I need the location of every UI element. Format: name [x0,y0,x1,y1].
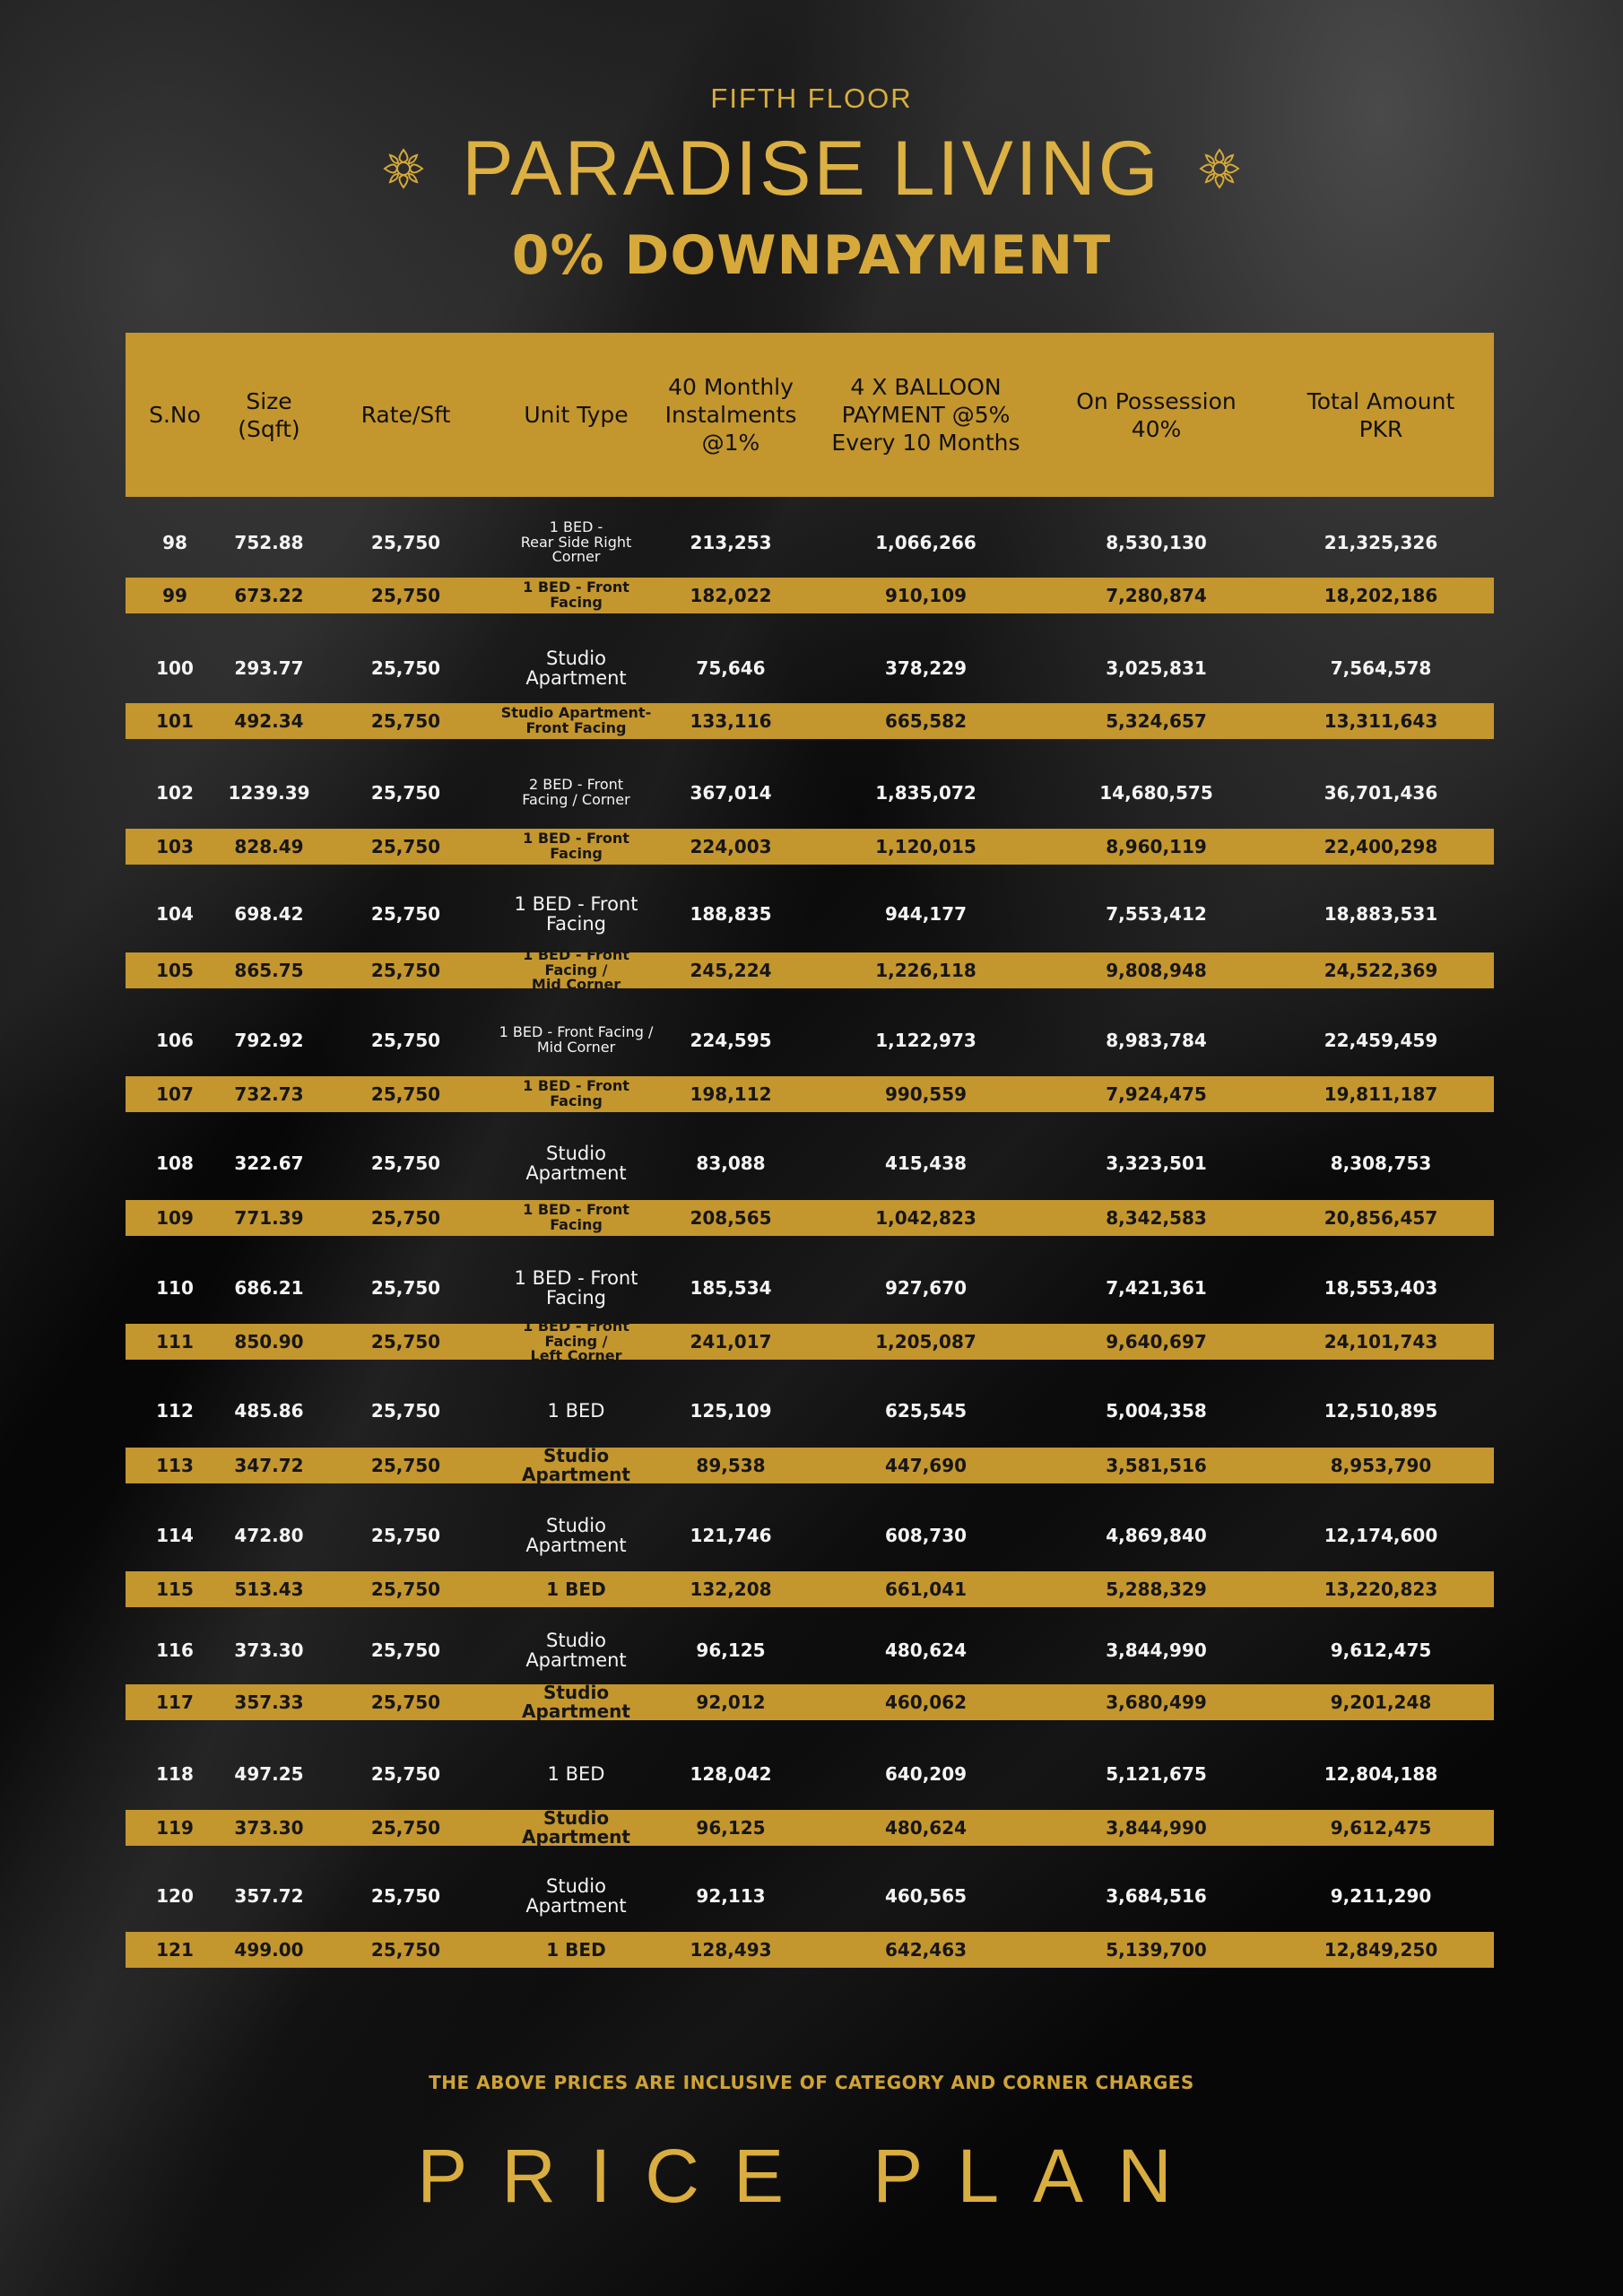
cell-sno: 105 [156,959,194,981]
table-header [126,333,1494,497]
cell-possession: 4,869,840 [1106,1524,1207,1546]
table-row [126,829,1494,865]
table-row [126,1317,1494,1365]
cell-monthly: 188,835 [690,902,772,925]
cell-unit-type: Studio Apartment [525,1142,627,1184]
cell-total: 13,311,643 [1324,709,1438,732]
cell-size: 373.30 [234,1639,304,1661]
cell-total: 12,510,895 [1324,1399,1438,1422]
cell-balloon: 460,565 [884,1884,968,1907]
cell-possession: 8,983,784 [1106,1029,1207,1051]
cell-total: 18,553,403 [1324,1276,1438,1299]
table-row [126,1571,1494,1607]
cell-unit-type: 1 BED - Front Facing / Left Corner [523,1317,629,1365]
cell-monthly: 133,116 [690,709,772,732]
cell-size: 357.72 [234,1884,304,1907]
cell-monthly: 128,042 [690,1762,772,1785]
cell-unit-type: Studio Apartment [525,1874,627,1917]
cell-balloon: 625,545 [884,1399,968,1422]
cell-rate: 25,750 [370,1330,441,1352]
cell-sno: 121 [156,1938,194,1961]
cell-size: 497.25 [234,1762,304,1785]
table-row [126,511,1494,574]
cell-possession: 5,004,358 [1106,1399,1207,1422]
col-header-monthly: 40 Monthly Instalments @1% [664,374,797,456]
table-row [126,1139,1494,1187]
cell-unit-type: 1 BED - Front Facing [523,1077,629,1109]
cell-unit-type: 1 BED [547,1399,605,1422]
cell-total: 7,564,578 [1330,657,1432,679]
cell-unit-type: 1 BED - Front Facing / Mid Corner [499,1023,654,1056]
cell-sno: 102 [156,781,194,804]
cell-unit-type: Studio Apartment [525,1629,627,1671]
cell-balloon: 415,438 [884,1152,968,1174]
cell-sno: 98 [162,531,187,553]
cell-balloon: 1,120,015 [875,835,976,857]
cell-size: 357.33 [234,1691,304,1713]
cell-balloon: 640,209 [884,1762,968,1785]
cell-rate: 25,750 [370,1639,441,1661]
cell-balloon: 1,042,823 [875,1206,976,1229]
cell-balloon: 447,690 [884,1454,968,1476]
cell-total: 12,849,250 [1324,1938,1438,1961]
cell-balloon: 910,109 [884,584,968,606]
cell-monthly: 132,208 [690,1578,772,1600]
cell-total: 9,211,290 [1330,1884,1432,1907]
cell-monthly: 92,113 [696,1884,766,1907]
cell-monthly: 241,017 [690,1330,772,1352]
cell-possession: 7,280,874 [1106,584,1207,606]
cell-rate: 25,750 [370,1884,441,1907]
cell-unit-type: Studio Apartment [522,1445,630,1485]
cell-rate: 25,750 [370,1691,441,1713]
cell-possession: 8,960,119 [1106,835,1207,857]
col-header-unit-type: Unit Type [524,402,629,428]
right-ornament-icon [1197,146,1242,191]
cell-sno: 106 [156,1029,194,1051]
cell-sno: 114 [156,1524,194,1546]
table-row [126,1445,1494,1485]
cell-monthly: 224,003 [690,835,772,857]
cell-size: 485.86 [234,1399,304,1422]
table-row [126,1387,1494,1435]
table-row [126,1076,1494,1112]
cell-size: 828.49 [234,835,304,857]
cell-possession: 3,323,501 [1106,1152,1207,1174]
cell-balloon: 1,066,266 [875,531,976,553]
cell-size: 322.67 [234,1152,304,1174]
cell-rate: 25,750 [370,959,441,981]
table-row [126,1015,1494,1065]
cell-balloon: 480,624 [884,1639,968,1661]
cell-monthly: 121,746 [690,1524,772,1546]
cell-rate: 25,750 [370,1206,441,1229]
cell-monthly: 83,088 [696,1152,766,1174]
cell-monthly: 75,646 [696,657,766,679]
brand-header [0,124,1623,213]
table-row [126,1684,1494,1720]
cell-possession: 9,640,697 [1106,1330,1207,1352]
cell-total: 22,400,298 [1324,835,1438,857]
cell-size: 865.75 [234,959,304,981]
cell-rate: 25,750 [370,1816,441,1839]
cell-rate: 25,750 [370,902,441,925]
cell-rate: 25,750 [370,1938,441,1961]
cell-unit-type: Studio Apartment- Front Facing [500,704,652,736]
cell-sno: 113 [156,1454,194,1476]
price-plan-title: PRICE PLAN [417,2134,1206,2218]
table-row [126,768,1494,818]
cell-total: 9,612,475 [1330,1639,1432,1661]
cell-balloon: 642,463 [884,1938,968,1961]
cell-unit-type: 1 BED - Front Facing [514,1266,638,1309]
table-row [126,578,1494,613]
col-header-sno: S.No [149,402,201,428]
table-row [126,1874,1494,1917]
cell-possession: 5,139,700 [1106,1938,1207,1961]
cell-unit-type: Studio Apartment [525,1514,627,1556]
cell-sno: 101 [156,709,194,732]
cell-monthly: 96,125 [696,1816,766,1839]
cell-size: 373.30 [234,1816,304,1839]
cell-possession: 3,680,499 [1106,1691,1207,1713]
cell-monthly: 92,012 [696,1691,766,1713]
table-row [126,1932,1494,1968]
cell-balloon: 1,226,118 [875,959,976,981]
cell-rate: 25,750 [370,1152,441,1174]
cell-total: 8,953,790 [1330,1454,1432,1476]
cell-rate: 25,750 [370,835,441,857]
cell-rate: 25,750 [370,531,441,553]
cell-total: 12,804,188 [1324,1762,1438,1785]
cell-total: 22,459,459 [1324,1029,1438,1051]
cell-sno: 109 [156,1206,194,1229]
pricing-note: THE ABOVE PRICES ARE INCLUSIVE OF CATEGORY AND CORNER CHARGES [429,2072,1194,2093]
cell-sno: 111 [156,1330,194,1352]
cell-total: 8,308,753 [1330,1152,1432,1174]
cell-unit-type: 1 BED - Rear Side Right Corner [520,517,632,566]
cell-sno: 107 [156,1083,194,1105]
cell-rate: 25,750 [370,1029,441,1051]
cell-total: 18,202,186 [1324,584,1438,606]
cell-monthly: 89,538 [696,1454,766,1476]
cell-total: 19,811,187 [1324,1083,1438,1105]
cell-possession: 5,121,675 [1106,1762,1207,1785]
cell-unit-type: 1 BED - Front Facing [523,830,629,862]
cell-unit-type: 1 BED [546,1578,606,1600]
cell-balloon: 927,670 [884,1276,968,1299]
cell-rate: 25,750 [370,1454,441,1476]
table-row [126,1807,1494,1848]
col-header-rate: Rate/Sft [360,402,451,428]
cell-sno: 115 [156,1578,194,1600]
cell-possession: 7,924,475 [1106,1083,1207,1105]
cell-rate: 25,750 [370,709,441,732]
cell-monthly: 224,595 [690,1029,772,1051]
cell-size: 673.22 [234,584,304,606]
cell-unit-type: 2 BED - Front Facing / Corner [522,776,630,808]
cell-balloon: 1,205,087 [875,1330,976,1352]
cell-possession: 7,553,412 [1106,902,1207,925]
cell-total: 9,201,248 [1330,1691,1432,1713]
table-row [126,1756,1494,1792]
cell-balloon: 665,582 [884,709,968,732]
cell-balloon: 1,122,973 [875,1029,976,1051]
cell-total: 24,101,743 [1324,1330,1438,1352]
cell-sno: 99 [162,584,187,606]
col-header-size: Size (Sqft) [238,387,300,442]
cell-unit-type: 1 BED - Front Facing / Mid Corner [523,945,629,994]
cell-monthly: 125,109 [690,1399,772,1422]
cell-sno: 103 [156,835,194,857]
cell-total: 18,883,531 [1324,902,1438,925]
cell-rate: 25,750 [370,1276,441,1299]
cell-unit-type: 1 BED - Front Facing [514,892,638,935]
table-row [126,1263,1494,1313]
table-row [126,945,1494,994]
brand-title: PARADISE LIVING [462,126,1161,212]
cell-balloon: 608,730 [884,1524,968,1546]
cell-rate: 25,750 [370,584,441,606]
table-row [126,644,1494,692]
cell-possession: 7,421,361 [1106,1276,1207,1299]
cell-size: 513.43 [234,1578,304,1600]
cell-rate: 25,750 [370,1524,441,1546]
cell-possession: 14,680,575 [1099,781,1213,804]
cell-size: 771.39 [234,1206,304,1229]
cell-unit-type: 1 BED [547,1762,605,1785]
col-header-possession: On Possession 40% [1076,387,1237,442]
table-row [126,1200,1494,1236]
cell-unit-type: 1 BED - Front Facing [523,1201,629,1233]
cell-sno: 119 [156,1816,194,1839]
cell-monthly: 245,224 [690,959,772,981]
cell-total: 12,174,600 [1324,1524,1438,1546]
cell-sno: 116 [156,1639,194,1661]
cell-rate: 25,750 [370,1399,441,1422]
cell-possession: 3,025,831 [1106,657,1207,679]
cell-total: 36,701,436 [1324,781,1438,804]
cell-sno: 108 [156,1152,194,1174]
table-row [126,703,1494,739]
cell-possession: 8,342,583 [1106,1206,1207,1229]
cell-unit-type: 1 BED - Front Facing [523,578,629,611]
cell-monthly: 367,014 [690,781,772,804]
floor-label: FIFTH FLOOR [710,83,913,114]
cell-size: 293.77 [234,657,304,679]
left-ornament-icon [381,146,426,191]
cell-monthly: 185,534 [690,1276,772,1299]
cell-possession: 9,808,948 [1106,959,1207,981]
col-header-balloon: 4 X BALLOON PAYMENT @5% Every 10 Months [831,374,1020,456]
cell-total: 24,522,369 [1324,959,1438,981]
cell-monthly: 208,565 [690,1206,772,1229]
cell-balloon: 944,177 [884,902,968,925]
cell-size: 686.21 [234,1276,304,1299]
cell-size: 347.72 [234,1454,304,1476]
col-header-total: Total Amount PKR [1306,387,1455,442]
cell-total: 13,220,823 [1324,1578,1438,1600]
cell-balloon: 1,835,072 [875,781,976,804]
cell-unit-type: Studio Apartment [522,1682,630,1722]
cell-sno: 117 [156,1691,194,1713]
cell-size: 1239.39 [228,781,310,804]
cell-size: 850.90 [234,1330,304,1352]
cell-monthly: 182,022 [690,584,772,606]
table-row [126,890,1494,938]
cell-possession: 3,844,990 [1106,1639,1207,1661]
cell-possession: 8,530,130 [1106,531,1207,553]
cell-balloon: 378,229 [884,657,968,679]
cell-monthly: 128,493 [690,1938,772,1961]
cell-balloon: 460,062 [884,1691,968,1713]
cell-rate: 25,750 [370,1762,441,1785]
cell-monthly: 96,125 [696,1639,766,1661]
cell-possession: 5,288,329 [1106,1578,1207,1600]
cell-sno: 104 [156,902,194,925]
cell-rate: 25,750 [370,1578,441,1600]
cell-unit-type: Studio Apartment [522,1807,630,1848]
cell-unit-type: Studio Apartment [525,647,627,689]
downpayment-headline: 0% DOWNPAYMENT [511,224,1112,287]
cell-possession: 3,844,990 [1106,1816,1207,1839]
cell-balloon: 480,624 [884,1816,968,1839]
cell-total: 9,612,475 [1330,1816,1432,1839]
cell-possession: 3,684,516 [1106,1884,1207,1907]
cell-sno: 100 [156,657,194,679]
cell-balloon: 990,559 [884,1083,968,1105]
cell-rate: 25,750 [370,657,441,679]
cell-possession: 3,581,516 [1106,1454,1207,1476]
cell-monthly: 213,253 [690,531,772,553]
table-row [126,1510,1494,1561]
cell-size: 732.73 [234,1083,304,1105]
cell-rate: 25,750 [370,1083,441,1105]
cell-sno: 110 [156,1276,194,1299]
cell-size: 752.88 [234,531,304,553]
cell-size: 472.80 [234,1524,304,1546]
cell-balloon: 661,041 [884,1578,968,1600]
cell-monthly: 198,112 [690,1083,772,1105]
cell-size: 499.00 [234,1938,304,1961]
cell-size: 792.92 [234,1029,304,1051]
table-row [126,1629,1494,1671]
cell-size: 698.42 [234,902,304,925]
cell-sno: 112 [156,1399,194,1422]
cell-total: 20,856,457 [1324,1206,1438,1229]
cell-total: 21,325,326 [1324,531,1438,553]
cell-sno: 120 [156,1884,194,1907]
cell-size: 492.34 [234,709,304,732]
cell-rate: 25,750 [370,781,441,804]
cell-sno: 118 [156,1762,194,1785]
cell-possession: 5,324,657 [1106,709,1207,732]
cell-unit-type: 1 BED [546,1938,606,1961]
